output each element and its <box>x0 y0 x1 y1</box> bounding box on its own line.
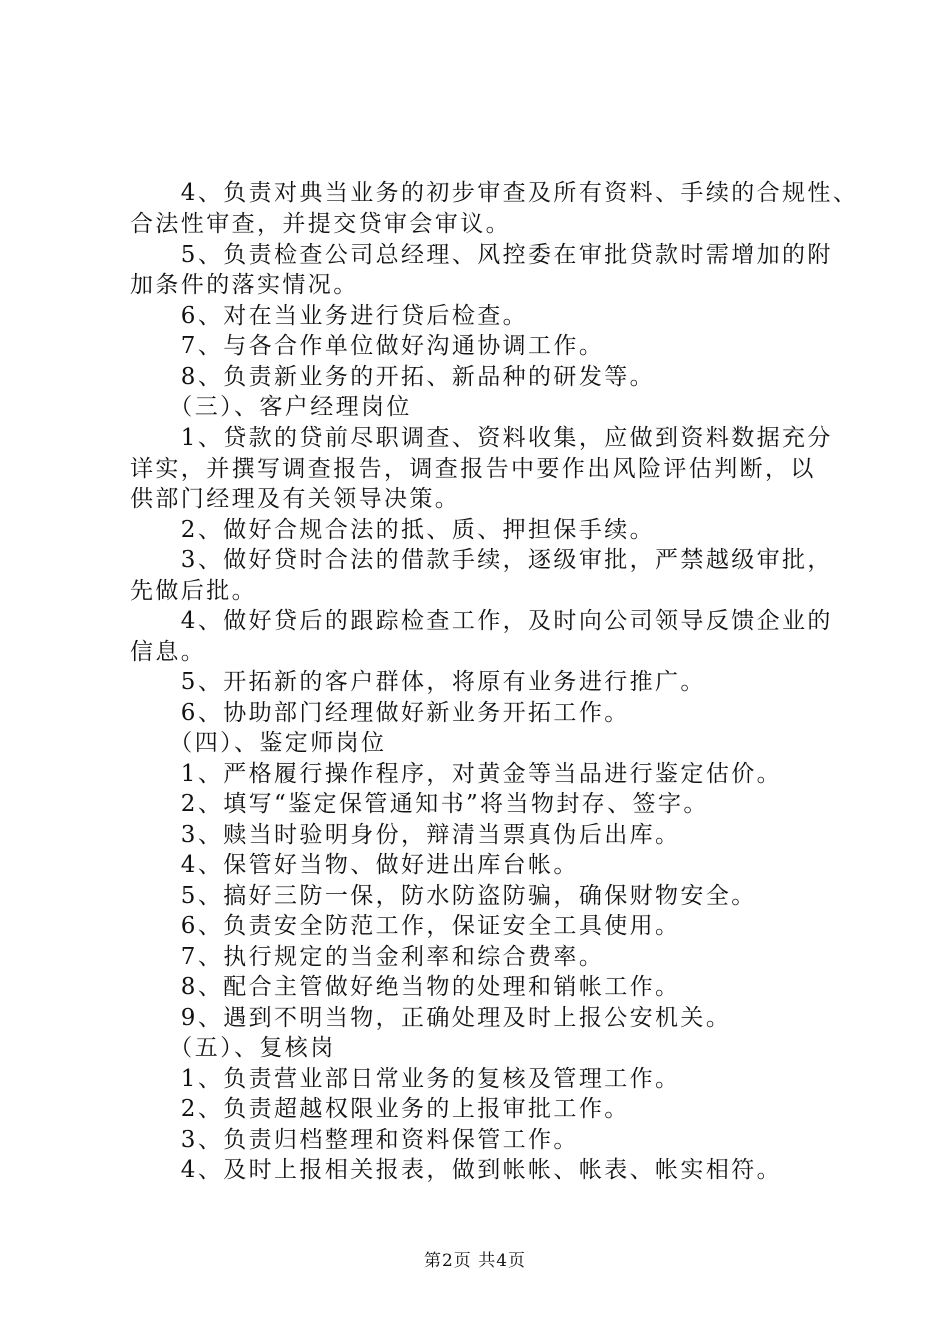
body-line: 8、配合主管做好绝当物的处理和销帐工作。 <box>130 974 681 1000</box>
body-line: 1、贷款的贷前尽职调查、资料收集，应做到资料数据充分 <box>130 425 833 451</box>
body-line: 9、遇到不明当物，正确处理及时上报公安机关。 <box>130 1005 732 1031</box>
body-line: 7、与各合作单位做好沟通协调工作。 <box>130 333 605 359</box>
body-line: 供部门经理及有关领导决策。 <box>130 486 461 512</box>
body-line: 2、做好合规合法的抵、质、押担保手续。 <box>130 517 656 543</box>
body-line: 详实，并撰写调查报告，调查报告中要作出风险评估判断，以 <box>130 456 816 482</box>
body-line: 4、做好贷后的跟踪检查工作，及时向公司领导反馈企业的 <box>130 608 833 634</box>
body-line: 4、及时上报相关报表，做到帐帐、帐表、帐实相符。 <box>130 1157 783 1183</box>
body-line: 5、开拓新的客户群体，将原有业务进行推广。 <box>130 669 706 695</box>
body-line: 合法性审查，并提交贷审会审议。 <box>130 211 511 237</box>
body-line: 7、执行规定的当金利率和综合费率。 <box>130 944 605 970</box>
body-line: 2、填写“鉴定保管通知书”将当物封存、签字。 <box>130 791 709 817</box>
body-line: 6、对在当业务进行贷后检查。 <box>130 303 529 329</box>
section-heading: （五）、复核岗 <box>130 1035 336 1061</box>
body-line: 8、负责新业务的开拓、新品种的研发等。 <box>130 364 656 390</box>
body-line: 2、负责超越权限业务的上报审批工作。 <box>130 1096 630 1122</box>
body-line: 4、保管好当物、做好进出库台帐。 <box>130 852 579 878</box>
body-line: 先做后批。 <box>130 578 257 604</box>
body-line: 1、负责营业部日常业务的复核及管理工作。 <box>130 1066 681 1092</box>
body-line: 5、负责检查公司总经理、风控委在审批贷款时需增加的附 <box>130 242 833 268</box>
section-heading: （三）、客户经理岗位 <box>130 394 412 420</box>
body-line: 5、搞好三防一保，防水防盗防骗，确保财物安全。 <box>130 883 757 909</box>
body-line: 3、做好贷时合法的借款手续，逐级审批，严禁越级审批， <box>130 547 833 573</box>
body-line: 1、严格履行操作程序，对黄金等当品进行鉴定估价。 <box>130 761 783 787</box>
body-line: 3、赎当时验明身份，辩清当票真伪后出库。 <box>130 822 681 848</box>
section-heading: （四）、鉴定师岗位 <box>130 730 387 756</box>
page-footer: 第2页 共4页 <box>423 1251 527 1271</box>
body-line: 信息。 <box>130 639 207 665</box>
body-line: 6、协助部门经理做好新业务开拓工作。 <box>130 700 630 726</box>
body-line: 3、负责归档整理和资料保管工作。 <box>130 1127 579 1153</box>
body-line: 6、负责安全防范工作，保证安全工具使用。 <box>130 913 681 939</box>
body-line: 加条件的落实情况。 <box>130 272 359 298</box>
body-line: 4、负责对典当业务的初步审查及所有资料、手续的合规性、 <box>130 180 859 206</box>
